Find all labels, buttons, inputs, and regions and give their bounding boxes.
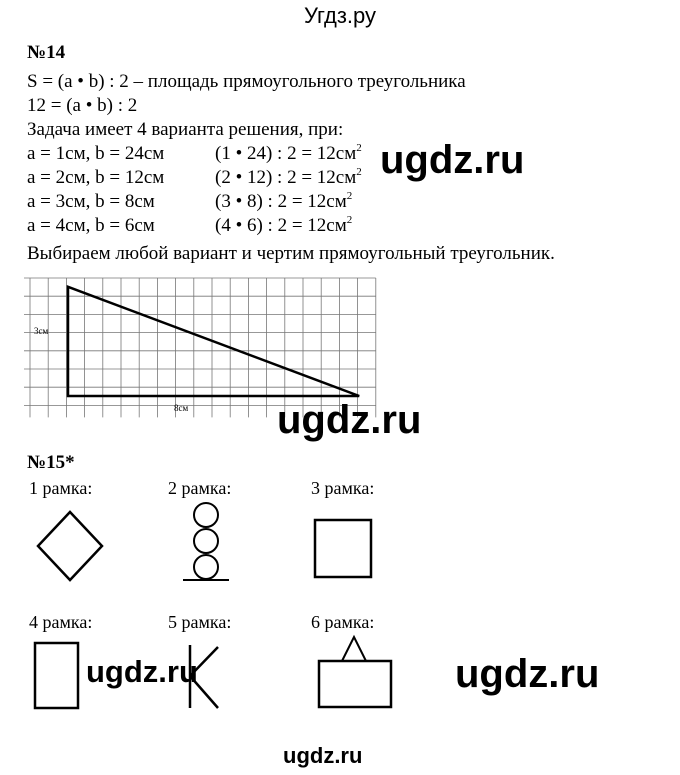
- equation-line: 12 = (a • b) : 2: [27, 95, 138, 116]
- variant-exponent: 2: [356, 142, 362, 154]
- task15-number: №15*: [27, 452, 75, 473]
- variant-calc: (4 • 6) : 2 = 12см: [215, 215, 347, 236]
- site-title: Угдз.ру: [303, 3, 377, 28]
- frame-circles-shape: [176, 495, 236, 585]
- variant-row: [27, 191, 352, 213]
- variant-exponent: 2: [346, 214, 353, 226]
- watermark: ugdz.ru: [86, 654, 198, 689]
- variant-exponent: 2: [356, 166, 362, 178]
- frame-label: 3 рамка:: [311, 478, 375, 498]
- frame-diamond-shape: [30, 506, 110, 586]
- frame-square-shape: [311, 514, 381, 584]
- base-label: 8см: [174, 403, 189, 413]
- watermark: ugdz.ru: [455, 652, 600, 696]
- variant-calc: (3 • 8) : 2 = 12см: [215, 191, 347, 212]
- watermark: ugdz.ru: [380, 138, 525, 182]
- intro-line: Задача имеет 4 варианта решения, при:: [27, 119, 344, 140]
- watermark: ugdz.ru: [283, 743, 363, 768]
- formula-line: S = (a • b) : 2 – площадь прямоугольного треугольника: [27, 71, 466, 92]
- frame-house-shape: [310, 632, 400, 712]
- height-label: 3см: [34, 326, 49, 336]
- right-triangle: [68, 287, 359, 396]
- variant-exponent: 2: [346, 190, 353, 202]
- frame-label: 4 рамка:: [29, 612, 93, 632]
- variant-row: [27, 215, 352, 237]
- variant-calc: (2 • 12) : 2 = 12см: [215, 167, 357, 188]
- task14-number: №14: [27, 42, 66, 63]
- variant-calc: (1 • 24) : 2 = 12см: [215, 143, 357, 164]
- frame-label: 5 рамка:: [168, 612, 232, 632]
- frame-label: 2 рамка:: [168, 478, 232, 498]
- variant-sides: a = 2см, b = 12см: [27, 167, 165, 188]
- variant-row: [27, 143, 362, 165]
- variant-sides: a = 3см, b = 8см: [27, 191, 155, 212]
- watermark: ugdz.ru: [277, 398, 422, 442]
- frame-label: 6 рамка:: [311, 612, 375, 632]
- frame-tall-rectangle-shape: [30, 637, 90, 717]
- conclusion-line: Выбираем любой вариант и чертим прямоугольный треугольник.: [27, 243, 555, 264]
- frame-label: 1 рамка:: [29, 478, 93, 498]
- variant-row: [27, 167, 362, 189]
- variant-sides: a = 4см, b = 6см: [27, 215, 155, 236]
- variant-sides: a = 1см, b = 24см: [27, 143, 165, 164]
